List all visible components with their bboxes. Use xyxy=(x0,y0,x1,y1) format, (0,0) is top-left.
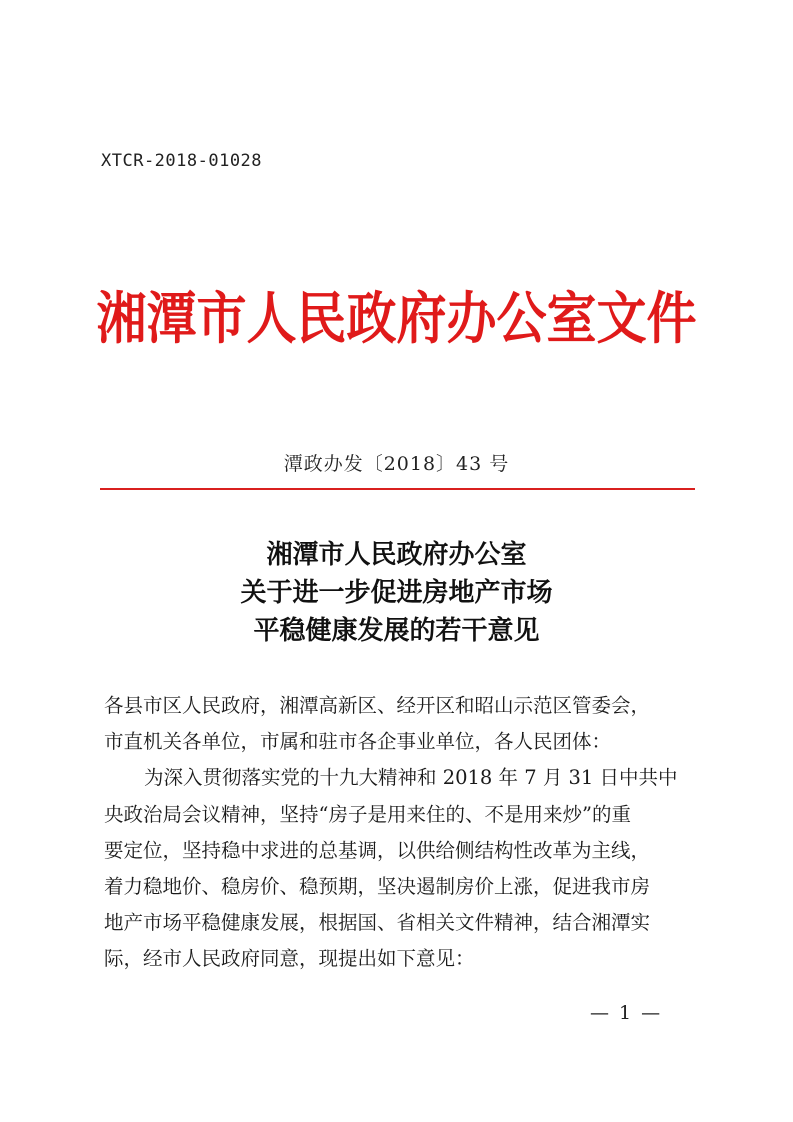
paragraph-line: 着力稳地价、稳房价、稳预期，坚决遏制房价上涨，促进我市房 xyxy=(104,875,651,899)
subject-heading xyxy=(0,536,793,650)
subject-line: 平稳健康发展的若干意见 xyxy=(253,616,540,646)
paragraph-line: 要定位，坚持稳中求进的总基调，以供给侧结构性改革为主线， xyxy=(104,838,651,862)
issuer-title: 湘潭市人民政府办公室文件 xyxy=(96,285,697,352)
paragraph-line: 地产市场平稳健康发展，根据国、省相关文件精神，结合湘潭实 xyxy=(104,911,651,935)
subject-line: 湘潭市人民政府办公室 xyxy=(266,540,527,570)
subject-line: 关于进一步促进房地产市场 xyxy=(240,578,553,608)
paragraph-line: 际，经市人民政府同意，现提出如下意见： xyxy=(104,947,475,971)
addressee-line: 市直机关各单位，市属和驻市各企事业单位，各人民团体： xyxy=(104,730,612,754)
paragraph-line: 央政治局会议精神，坚持“房子是用来住的、不是用来炒”的重 xyxy=(104,802,631,826)
red-separator-line xyxy=(100,488,695,490)
page-number: — 1 — xyxy=(590,1002,663,1024)
document-number: 潭政办发〔2018〕43 号 xyxy=(283,453,510,475)
document-code: XTCR-2018-01028 xyxy=(101,151,263,171)
body-text xyxy=(104,688,700,978)
addressee-line: 各县市区人民政府，湘潭高新区、经开区和昭山示范区管委会， xyxy=(104,694,651,717)
paragraph-line: 为深入贯彻落实党的十九大精神和 2018 年 7 月 31 日中共中 xyxy=(144,766,678,790)
